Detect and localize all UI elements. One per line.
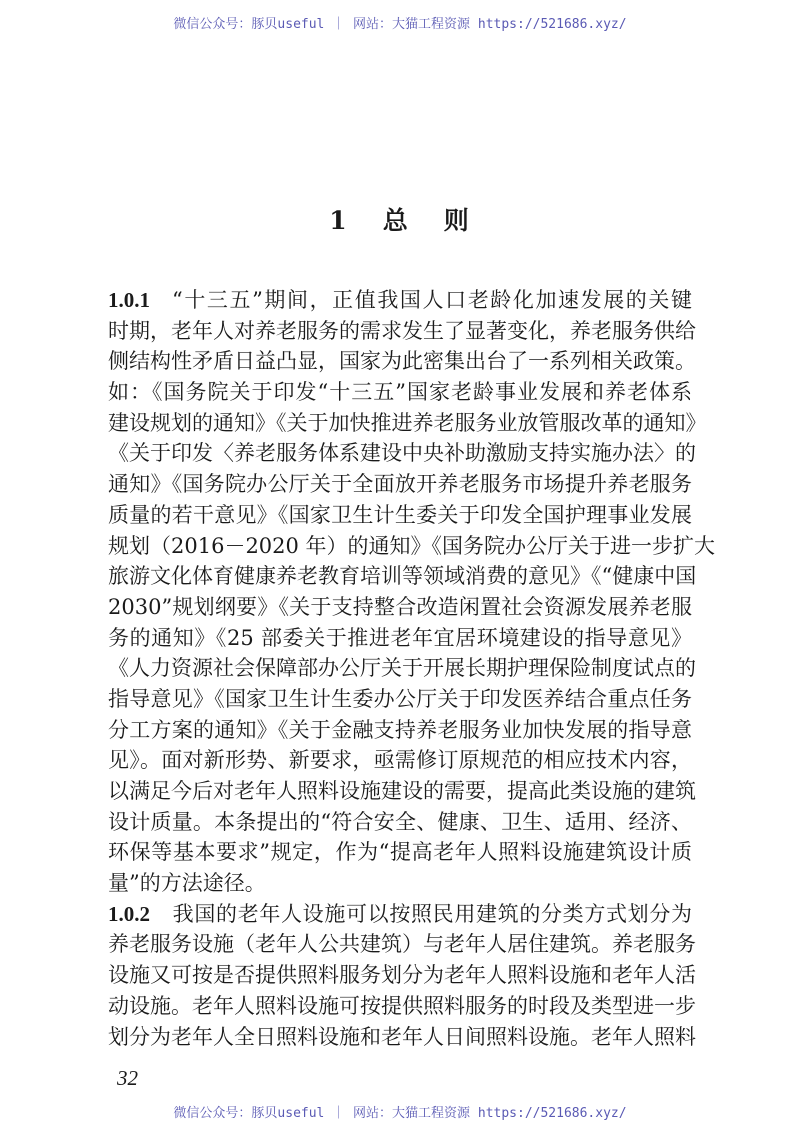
text-line bbox=[108, 776, 696, 807]
chapter-title bbox=[0, 206, 800, 236]
line-text: 量”的方法途径。 bbox=[108, 871, 266, 896]
watermark-top: 微信公众号：豚贝useful ｜ 网站：大猫工程资源 https://521686.xyz/ bbox=[173, 17, 627, 32]
clause-1-0-2 bbox=[108, 899, 696, 1052]
watermark-bottom: 微信公众号：豚贝useful ｜ 网站：大猫工程资源 https://521686.xyz/ bbox=[173, 1106, 627, 1121]
line-text: 以满足今后对老年人照料设施建设的需要，提高此类设施的建筑 bbox=[108, 779, 696, 803]
text-line bbox=[108, 684, 692, 715]
line-text: 规划（2016－2020 年）的通知》《国务院办公厅关于进一步扩大 bbox=[108, 533, 716, 558]
line-text: 《人力资源社会保障部办公厅关于开展长期护理保险制度试点的 bbox=[108, 656, 696, 681]
text-line bbox=[108, 500, 692, 531]
line-text: 我国的老年人设施可以按照民用建筑的分类方式划分为 bbox=[172, 901, 692, 926]
text-line bbox=[108, 899, 692, 930]
text-line bbox=[108, 807, 692, 838]
text-line bbox=[108, 960, 696, 991]
line-text: 建设规划的通知》《关于加快推进养老服务业放管服改革的通知》 bbox=[108, 410, 707, 435]
line-text: 如：《国务院关于印发“十三五”国家老龄事业发展和养老体系 bbox=[108, 380, 692, 405]
text-line bbox=[108, 868, 692, 899]
text-line bbox=[108, 653, 696, 684]
text-line bbox=[108, 991, 696, 1022]
chapter-number: 1 bbox=[329, 206, 349, 235]
document-body bbox=[108, 285, 716, 1052]
line-text: 设计质量。本条提出的“符合安全、健康、卫生、适用、经济、 bbox=[108, 809, 692, 834]
line-text: 指导意见》《国家卫生计生委办公厅关于印发医养结合重点任务 bbox=[108, 686, 692, 711]
chapter-title-char: 则 bbox=[443, 206, 471, 235]
chapter-title-char: 总 bbox=[382, 206, 410, 235]
text-line bbox=[108, 316, 696, 347]
line-text: 划分为老年人全日照料设施和老年人日间照料设施。老年人照料 bbox=[108, 1024, 696, 1049]
clause-number: 1.0.1 bbox=[108, 288, 150, 312]
text-line bbox=[108, 531, 716, 562]
text-line bbox=[108, 438, 696, 469]
text-line bbox=[108, 623, 692, 654]
clause-number: 1.0.2 bbox=[108, 901, 150, 926]
text-line bbox=[108, 715, 692, 746]
line-text: 设施又可按是否提供照料服务划分为老年人照料设施和老年人活 bbox=[108, 963, 696, 988]
line-text: 通知》《国务院办公厅关于全面放开养老服务市场提升养老服务 bbox=[108, 472, 692, 497]
text-line bbox=[108, 561, 697, 592]
text-line bbox=[108, 346, 696, 377]
line-text: 养老服务设施（老年人公共建筑）与老年人居住建筑。养老服务 bbox=[108, 932, 696, 957]
line-text: 分工方案的通知》《关于金融支持养老服务业加快发展的指导意 bbox=[108, 717, 692, 742]
line-text: 质量的若干意见》《国家卫生计生委关于印发全国护理事业发展 bbox=[108, 502, 692, 527]
line-text: 务的通知》《25 部委关于推进老年宜居环境建设的指导意见》 bbox=[108, 625, 692, 650]
text-line bbox=[108, 745, 692, 776]
line-text: 《关于印发〈养老服务体系建设中央补助激励支持实施办法〉的 bbox=[108, 441, 696, 466]
line-text: 时期，老年人对养老服务的需求发生了显著变化，养老服务供给 bbox=[108, 318, 696, 343]
text-line bbox=[108, 1022, 696, 1053]
text-line bbox=[108, 408, 707, 439]
line-text: 侧结构性矛盾日益凸显，国家为此密集出台了一系列相关政策。 bbox=[108, 349, 696, 374]
line-text: 动设施。老年人照料设施可按提供照料服务的时段及类型进一步 bbox=[108, 993, 696, 1018]
line-text: 旅游文化体育健康养老教育培训等领域消费的意见》《“健康中国 bbox=[108, 564, 697, 589]
page-number: 32 bbox=[117, 1066, 138, 1090]
text-line bbox=[108, 837, 692, 868]
text-line bbox=[108, 469, 692, 500]
text-line bbox=[108, 285, 692, 316]
text-line bbox=[108, 929, 696, 960]
line-text: “十三五”期间，正值我国人口老龄化加速发展的关键 bbox=[172, 288, 692, 312]
line-text: 环保等基本要求”规定，作为“提高老年人照料设施建筑设计质 bbox=[108, 840, 692, 865]
clause-1-0-1 bbox=[108, 285, 716, 899]
line-text: 2030”规划纲要》《关于支持整合改造闲置社会资源发展养老服 bbox=[108, 594, 692, 619]
line-text: 见》。面对新形势、新要求，亟需修订原规范的相应技术内容， bbox=[108, 748, 692, 773]
text-line bbox=[108, 592, 692, 623]
text-line bbox=[108, 377, 692, 408]
